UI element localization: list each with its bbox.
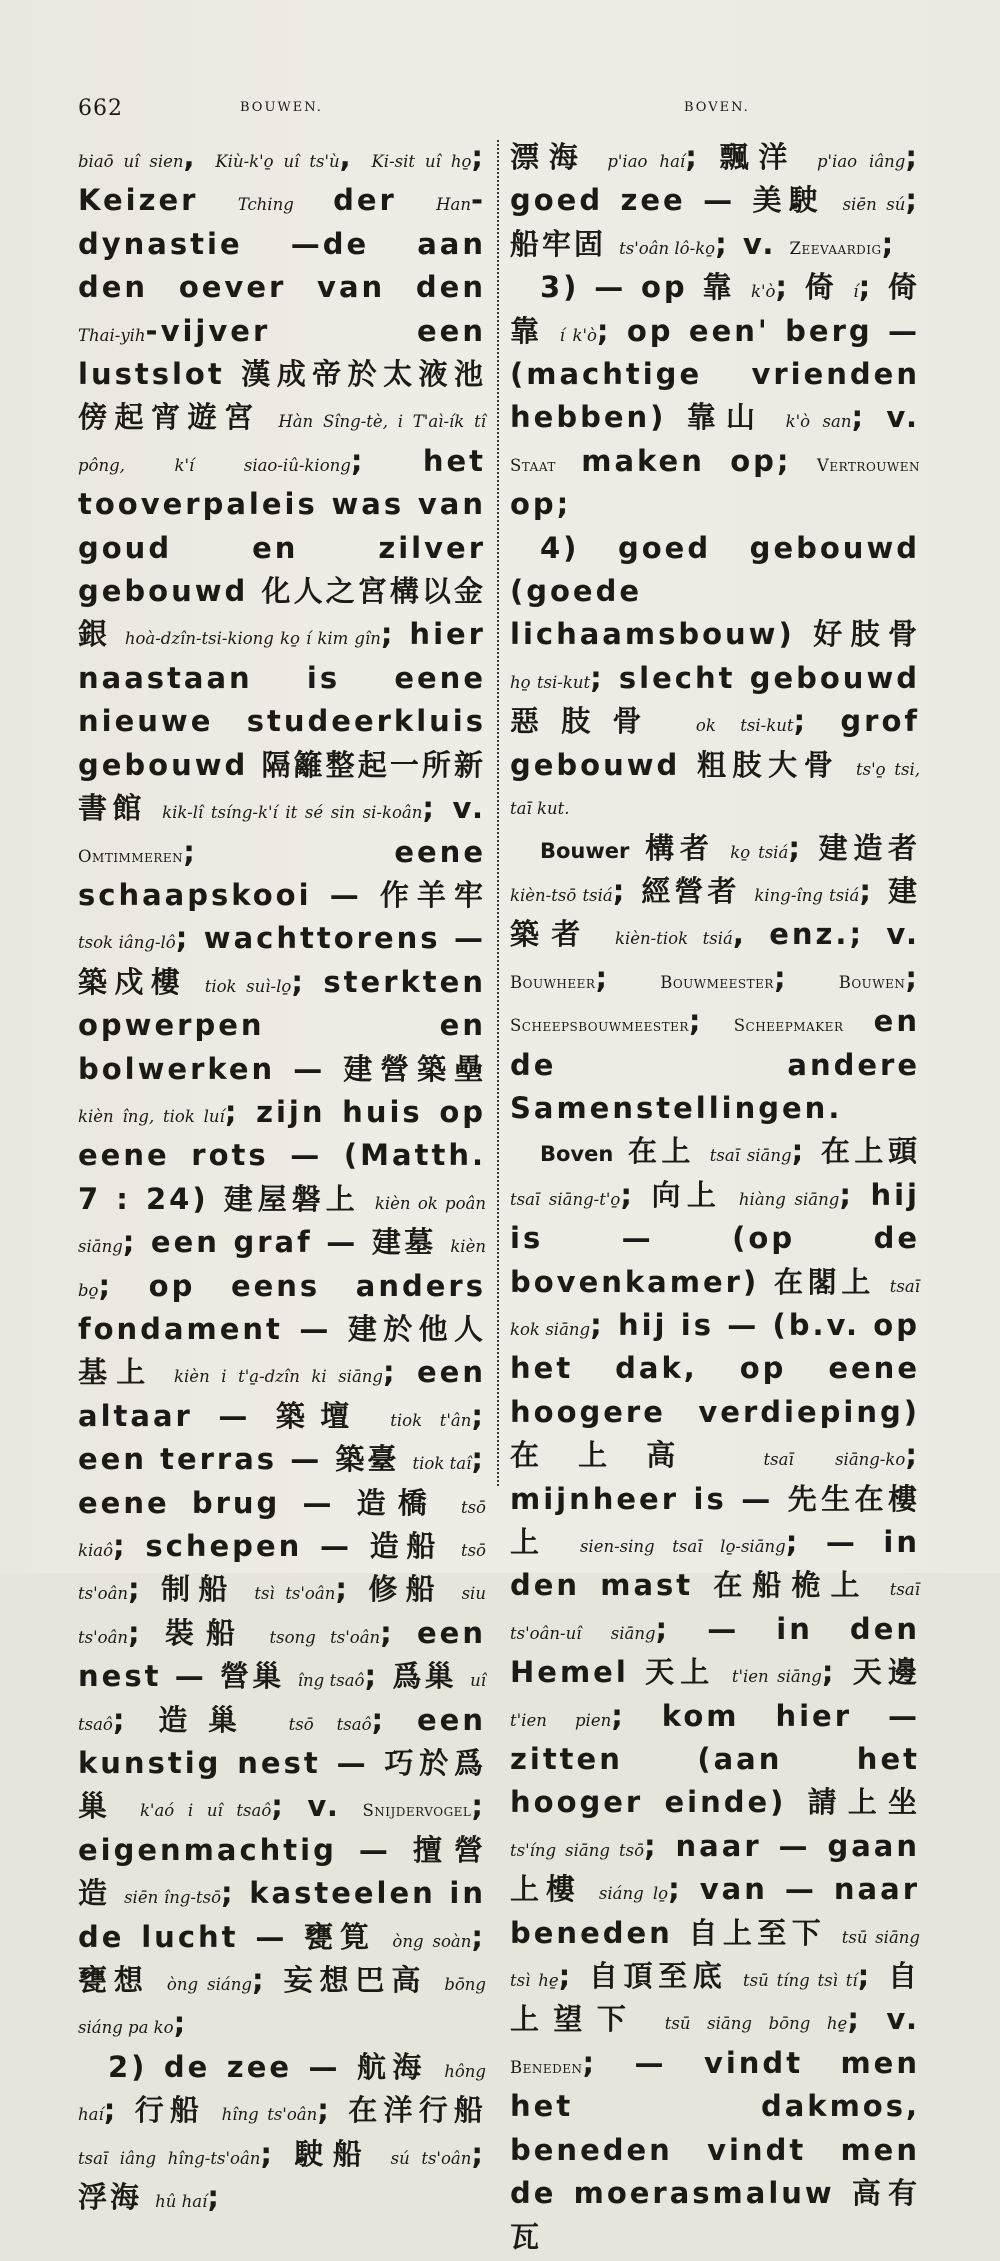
romanization: biaō uî sien (78, 152, 184, 171)
entry-bouwen-sense-2-continued (510, 138, 920, 268)
text-run (443, 1572, 461, 1606)
chinese-characters: 築戍樓 (78, 964, 188, 999)
text-run: ; (857, 1959, 888, 1994)
text-run: ; (317, 2093, 349, 2128)
entry-bouwen-continuation (78, 138, 486, 2048)
text-run (554, 1525, 580, 1559)
chinese-characters: 在上高 (510, 1438, 715, 1473)
text-run (147, 791, 162, 825)
romanization: tsū tíng tsì tí (743, 1971, 858, 1991)
cross-reference: Beneden (510, 2057, 583, 2077)
text-run: ; een graf — (122, 1225, 372, 1260)
chinese-characters: 在洋行船 (348, 2093, 486, 2128)
chinese-characters: 倚靠 (510, 270, 920, 348)
text-run: ; (612, 873, 642, 908)
text-run (155, 1355, 174, 1389)
text-run: ; kom hier — zitten (aan het hooger einde) (510, 1698, 921, 1820)
text-run: ; v. (715, 226, 790, 261)
text-run: ; een altaar — (78, 1355, 486, 1433)
text-run: ; — vindt men het dakmos, beneden vindt men de moerasmaluw (510, 2045, 920, 2211)
text-run: ; naar — gaan (644, 1828, 920, 1863)
text-run: ; (858, 270, 888, 305)
text-run: 2) de zee — (108, 2049, 357, 2084)
chinese-characters: 造巢 (158, 1702, 258, 1737)
chinese-characters: 天邊 (852, 1655, 920, 1690)
chinese-characters: 上樓 (510, 1872, 582, 1907)
romanization: hû haí (155, 2192, 208, 2212)
chinese-characters: 自上至下 (688, 1915, 827, 1950)
right-running-head: BOVEN. (684, 100, 750, 115)
chinese-characters: 經營者 (641, 873, 741, 908)
chinese-characters: 建營築壘 (343, 1051, 486, 1086)
chinese-characters: 天上 (645, 1655, 716, 1690)
text-run: , enz.; v. (732, 917, 920, 952)
romanization: tsaī siāng-ko (763, 1450, 906, 1470)
text-run (443, 1529, 461, 1563)
chinese-characters: 築臺 (335, 1442, 400, 1477)
text-run: ; van — naar beneden (510, 1872, 920, 1950)
chinese-characters: 靠山 (686, 400, 766, 435)
text-run (765, 400, 785, 434)
chinese-characters: 妄想巴高 (283, 1963, 428, 1998)
romanization: k'ò san (785, 412, 852, 432)
text-run: ; (775, 270, 805, 305)
text-run: ; (364, 1659, 393, 1694)
romanization: uî tsaô (78, 1671, 486, 1734)
chinese-characters: 先生在樓上 (510, 1481, 920, 1559)
romanization: tsaī siāng (709, 1146, 792, 1166)
romanization: tsū siāng bōng he̱ (664, 2014, 848, 2034)
text-run (236, 1572, 254, 1606)
text-run: ; (335, 1572, 369, 1607)
text-run: ; kasteelen in de lucht — (78, 1876, 486, 1954)
chinese-characters: 向上 (651, 1177, 723, 1212)
page-number: 662 (78, 96, 123, 121)
chinese-characters: 裝船 (164, 1615, 248, 1650)
romanization: hoà-dzîn-tsi-kiong ko̱ í kim gîn (124, 629, 381, 649)
romanization: bōng siáng pa ko (78, 1975, 486, 2038)
chinese-characters: 漂海 (510, 140, 588, 174)
chinese-characters: 倚 (804, 270, 839, 305)
text-run: ; hij is — (op de bovenkamer) (510, 1177, 920, 1299)
romanization: òng siáng (166, 1975, 252, 1995)
text-run (439, 1486, 461, 1520)
romanization: ok tsi-kut (695, 716, 794, 736)
text-run (839, 270, 854, 304)
entry-bouwen-sense-2 (78, 2048, 486, 2222)
text-run: ; (773, 960, 839, 995)
romanization: kièn-tiok tsiá (614, 929, 733, 949)
romanization: k'ò (750, 282, 776, 302)
text-run: ; (558, 1959, 589, 1994)
entry-bouwen-sense-3 (510, 268, 920, 528)
text-run (740, 874, 754, 908)
text-run: ; (471, 2136, 486, 2171)
romanization: Ki-sit uî ho̱ (371, 152, 472, 171)
romanization: tsō kiaô (78, 1497, 486, 1560)
romanization: tiok suì-lo̱ (204, 976, 292, 996)
headword: Bouwer (540, 838, 630, 863)
text-run: ; Keizer (78, 140, 486, 218)
text-run: ; hier naastaan is eene nieuwe studeerkluis gebouwd (78, 617, 486, 782)
romanization: ko̱ tsiá (730, 842, 789, 862)
text-run (839, 748, 856, 782)
chinese-characters: 制船 (161, 1572, 236, 1607)
text-run (797, 140, 817, 174)
romanization: hiàng siāng (738, 1189, 840, 1209)
cross-reference: Staat (510, 455, 556, 475)
romanization: p'iao iâng (816, 152, 906, 171)
romanization: Thai-yih (78, 325, 146, 345)
chinese-characters: 隔籬整起一所新書館 (78, 747, 486, 826)
text-run (587, 140, 607, 174)
text-run: , (339, 140, 372, 174)
text-run: ; (881, 226, 897, 261)
text-run: ; (112, 1702, 159, 1737)
entry-boven (510, 1132, 920, 2261)
left-running-head: BOUWEN. (240, 100, 323, 115)
text-run: ; mijnheer is — (510, 1438, 920, 1516)
text-run: maken op; (555, 443, 817, 478)
chinese-characters: 在上頭 (820, 1134, 920, 1169)
text-run (399, 1442, 412, 1476)
romanization: kièn ok poân siāng (78, 1193, 486, 1257)
text-run: ; sterkten opwerpen en bolwerken — (78, 964, 486, 1086)
chinese-characters: 作羊牢 (379, 877, 486, 912)
text-run (664, 704, 696, 738)
text-run (142, 2180, 155, 2214)
text-run: ; een terras — (78, 1398, 486, 1477)
text-run (427, 1963, 444, 1997)
text-run (258, 1703, 289, 1737)
romanization: tsong ts'oân (269, 1627, 381, 1647)
chinese-characters: 在閣上 (773, 1264, 875, 1299)
chinese-characters: 飄洋 (719, 140, 798, 174)
text-run: ; op een' berg — (machtige vrienden hebben) (510, 313, 920, 435)
text-run: ; eene brug — (78, 1442, 486, 1520)
text-run: ; (688, 1004, 734, 1039)
left-column (78, 138, 487, 2215)
text-run (613, 1134, 628, 1168)
text-run (205, 2093, 221, 2127)
text-run: ; (791, 1134, 821, 1169)
romanization: kik-lî tsíng-k'í it sé sin si-koân (162, 803, 423, 823)
chinese-characters: 請上坐 (807, 1785, 920, 1820)
romanization: îng tsaô (297, 1671, 365, 1691)
romanization: tsaī ts'oân-uî siāng (510, 1580, 920, 1643)
text-run (875, 1265, 890, 1299)
chinese-characters: 造船 (369, 1529, 444, 1563)
romanization: t'ien pien (510, 1710, 612, 1730)
text-run: ; een kunstig nest — (78, 1702, 486, 1781)
cross-reference: Snijdervogel (362, 1801, 472, 1821)
text-run (457, 1659, 470, 1693)
text-run (727, 1959, 743, 1993)
text-run (360, 1182, 375, 1216)
text-run (714, 831, 730, 865)
entry-bouwen-sense-4 (510, 529, 920, 829)
text-run: ; (471, 1919, 486, 1954)
text-run: 3) — op (540, 270, 703, 305)
chinese-characters: 建屋磐上 (223, 1181, 360, 1216)
text-run: ; een nest — (78, 1615, 486, 1694)
right-column (510, 138, 921, 2254)
cross-reference: Scheepmaker (733, 1016, 844, 1036)
romanization: ts'o̱ tsi, taī kut. (510, 759, 920, 819)
romanization: siēn îng-tsō (124, 1888, 222, 1908)
text-run (593, 917, 615, 951)
text-run (261, 400, 279, 434)
text-run: -vijver een lustslot (78, 313, 486, 392)
chinese-characters: 化人之宮構以金銀 (78, 574, 486, 652)
text-run: , (183, 140, 216, 174)
chinese-characters: 好肢骨 (813, 617, 920, 652)
romanization: tsō ts'oân (78, 1541, 486, 1604)
text-run: ; grof gebouwd (510, 704, 920, 782)
text-run: ; slecht gebouwd (590, 660, 920, 695)
text-run: ; (251, 1963, 284, 1998)
chinese-characters: 擅營造 (78, 1832, 486, 1911)
chinese-characters: 構者 (645, 830, 715, 865)
text-run: ; v. (847, 2002, 920, 2037)
romanization: tsaī iâng hîng-ts'oân (78, 2148, 261, 2168)
text-run (714, 1438, 763, 1472)
chinese-characters: 自頂至底 (588, 1959, 728, 1994)
chinese-characters: 建墓 (371, 1225, 437, 1260)
text-run: ; (128, 1572, 162, 1607)
chinese-characters: 甕筧 (304, 1919, 376, 1954)
chinese-characters: 行船 (134, 2093, 206, 2128)
headword: Boven (540, 1142, 614, 1167)
romanization: kièn bo̱ (78, 1237, 486, 1300)
cross-reference: Scheepsbouwmeester (510, 1016, 689, 1036)
romanization: í (853, 282, 859, 302)
chinese-characters: 建於他人基上 (78, 1311, 486, 1390)
text-run (118, 1789, 140, 1823)
text-run (582, 1872, 599, 1906)
chinese-characters: 在上 (628, 1134, 696, 1169)
chinese-characters: 美駛 (752, 183, 826, 218)
text-run: ; (595, 960, 661, 995)
text-run (111, 617, 125, 651)
text-run (371, 2137, 390, 2171)
text-run (376, 1920, 393, 1954)
romanization: Hàn Sîng-tè, i T'aì-ík tî pông, k'í siao-iû-kiong (78, 412, 486, 475)
text-run (284, 1659, 297, 1693)
romanization: tsō tsaô (288, 1714, 372, 1734)
text-run: ; wachttorens — (175, 921, 486, 956)
text-run: ; (173, 2006, 189, 2041)
text-run: ; goed zee — (510, 140, 920, 218)
romanization: ts'oân lô-ko̱ (619, 238, 716, 258)
text-run (544, 314, 559, 348)
running-header (78, 96, 918, 126)
romanization: hông haí (78, 2061, 486, 2125)
text-run: ; v. (422, 791, 487, 826)
chinese-characters: 在船桅上 (713, 1568, 870, 1603)
text-run (736, 270, 751, 304)
text-run (629, 831, 645, 865)
text-run: ; eigenmachtig — (78, 1789, 486, 1867)
chinese-characters: 靠 (702, 270, 737, 305)
romanization: Han (436, 195, 471, 215)
text-run: ; v. (271, 1789, 363, 1824)
text-run: ; (788, 830, 819, 865)
text-run: ; hij is — (b.v. op het dak, op eene hoogere verdieping) (510, 1307, 920, 1429)
text-run: ; (905, 183, 920, 218)
romanization: tsaī kok siāng (510, 1276, 920, 1339)
chinese-characters: 高有瓦 (510, 2176, 920, 2254)
text-run (150, 1963, 167, 1997)
romanization: sien-sing tsaī lo̱-siāng (579, 1537, 786, 1556)
text-run: ; v. (851, 400, 920, 435)
chinese-characters: 營巢 (220, 1659, 285, 1694)
romanization: Kiù-k'o̱ uî ts'ù (215, 152, 340, 171)
romanization: sú ts'oân (390, 2148, 472, 2168)
chinese-characters: 巧於爲巢 (78, 1746, 486, 1824)
romanization: Tching (237, 195, 294, 215)
chinese-characters: 修船 (368, 1572, 444, 1607)
text-run: ; (685, 140, 720, 174)
text-run (365, 1399, 391, 1433)
chinese-characters: 船牢固 (510, 226, 607, 261)
romanization: tsok iâng-lô (78, 933, 176, 953)
text-run: ; — in den mast (510, 1525, 920, 1603)
chinese-characters: 築壇 (275, 1398, 365, 1433)
romanization: p'iao haí (607, 152, 686, 171)
romanization: t'ien siāng (731, 1667, 822, 1687)
romanization: òng soàn (392, 1931, 472, 1951)
chinese-characters: 浮海 (78, 2180, 143, 2215)
cross-reference: Bouwen (838, 972, 906, 992)
cross-reference: Bouwmeester (660, 972, 774, 992)
chinese-characters: 建築者 (510, 873, 920, 952)
text-run: ; (620, 1177, 652, 1212)
cross-reference: Zeevaardig (789, 238, 882, 258)
text-run: ; het tooverpaleis was van goud en zilver gebouwd (78, 443, 487, 609)
text-run (640, 2002, 665, 2036)
text-run (111, 1876, 125, 1910)
chinese-characters: 航海 (356, 2049, 428, 2084)
romanization: tiok t'ân (390, 1410, 472, 1430)
text-run (826, 1916, 842, 1950)
text-run (716, 1655, 732, 1689)
romanization: kièn i t'a̱-dzîn ki siāng (174, 1367, 383, 1387)
text-run: ; (260, 2136, 295, 2171)
chinese-characters: 自上望下 (510, 1959, 920, 2037)
text-run: ; schepen — (113, 1529, 370, 1563)
romanization: hîng ts'oân (221, 2105, 318, 2125)
romanization: tsaī siāng-t'o̱ (510, 1189, 621, 1209)
chinese-characters: 駛船 (294, 2136, 372, 2171)
chinese-characters: 惡肢骨 (510, 704, 664, 739)
romanization: king-îng tsiá (754, 885, 860, 905)
text-run: ; (207, 2180, 222, 2215)
text-run (606, 227, 619, 261)
text-run (870, 1568, 890, 1602)
text-run: ; eene schaapskooi — (78, 834, 486, 912)
romanization: tiok taî (412, 1454, 472, 1474)
text-run (825, 183, 842, 217)
chinese-characters: 漢成帝於太液池傍起宵遊宮 (78, 357, 486, 435)
romanization: ho̱ tsi-kut (510, 672, 591, 692)
text-run: op; (510, 487, 572, 522)
text-run: der (293, 183, 437, 218)
romanization: kièn-tsō tsiá (510, 885, 613, 905)
chinese-characters: 爲巢 (392, 1659, 457, 1694)
cross-reference: Omtimmeren (78, 846, 184, 866)
text-run: ; op eens anders fondament — (78, 1268, 486, 1346)
entry-bouwer (510, 829, 920, 1133)
text-run: en de andere Samenstellingen. (510, 1004, 920, 1125)
romanization: siáng lo̱ (598, 1884, 669, 1904)
column-divider (497, 140, 499, 1488)
text-run (722, 1178, 739, 1212)
text-run: -dynastie —de aan den oever van den (78, 183, 486, 305)
text-run: ; (128, 1615, 165, 1650)
romanization: k'aó i uî tsaô (139, 1801, 272, 1821)
text-run (695, 1134, 710, 1168)
text-run (247, 1616, 269, 1650)
chinese-characters: 甕想 (78, 1963, 150, 1998)
romanization: tsū siāng tsì he̱ (510, 1927, 920, 1991)
text-run: ; (905, 960, 920, 995)
text-run (428, 2050, 444, 2084)
chinese-characters: 建造者 (818, 830, 920, 865)
chinese-characters: 粗肢大骨 (696, 747, 840, 782)
text-run (187, 965, 205, 999)
cross-reference: Vertrouwen (816, 455, 920, 475)
romanization: í k'ò (559, 325, 597, 345)
text-run: ; (859, 873, 888, 908)
text-run: ; (103, 2093, 135, 2128)
text-run: 4) goed gebouwd (goede lichaamsbouw) (510, 530, 920, 652)
text-run: ; (821, 1655, 853, 1690)
romanization: siu ts'oân (78, 1584, 486, 1647)
text-run: ; zijn huis op eene rots — (Matth. 7 : 24) (78, 1094, 487, 1216)
romanization: siēn sú (842, 195, 906, 215)
romanization: kièn îng, tiok luí (78, 1106, 225, 1126)
romanization: ts'íng siāng tsō (510, 1840, 645, 1860)
chinese-characters: 造橋 (356, 1485, 439, 1520)
text-run (437, 1225, 451, 1259)
text-run: ; — in den Hemel (510, 1611, 921, 1690)
romanization: tsì ts'oân (254, 1584, 336, 1604)
cross-reference: Bouwheer (510, 972, 596, 992)
